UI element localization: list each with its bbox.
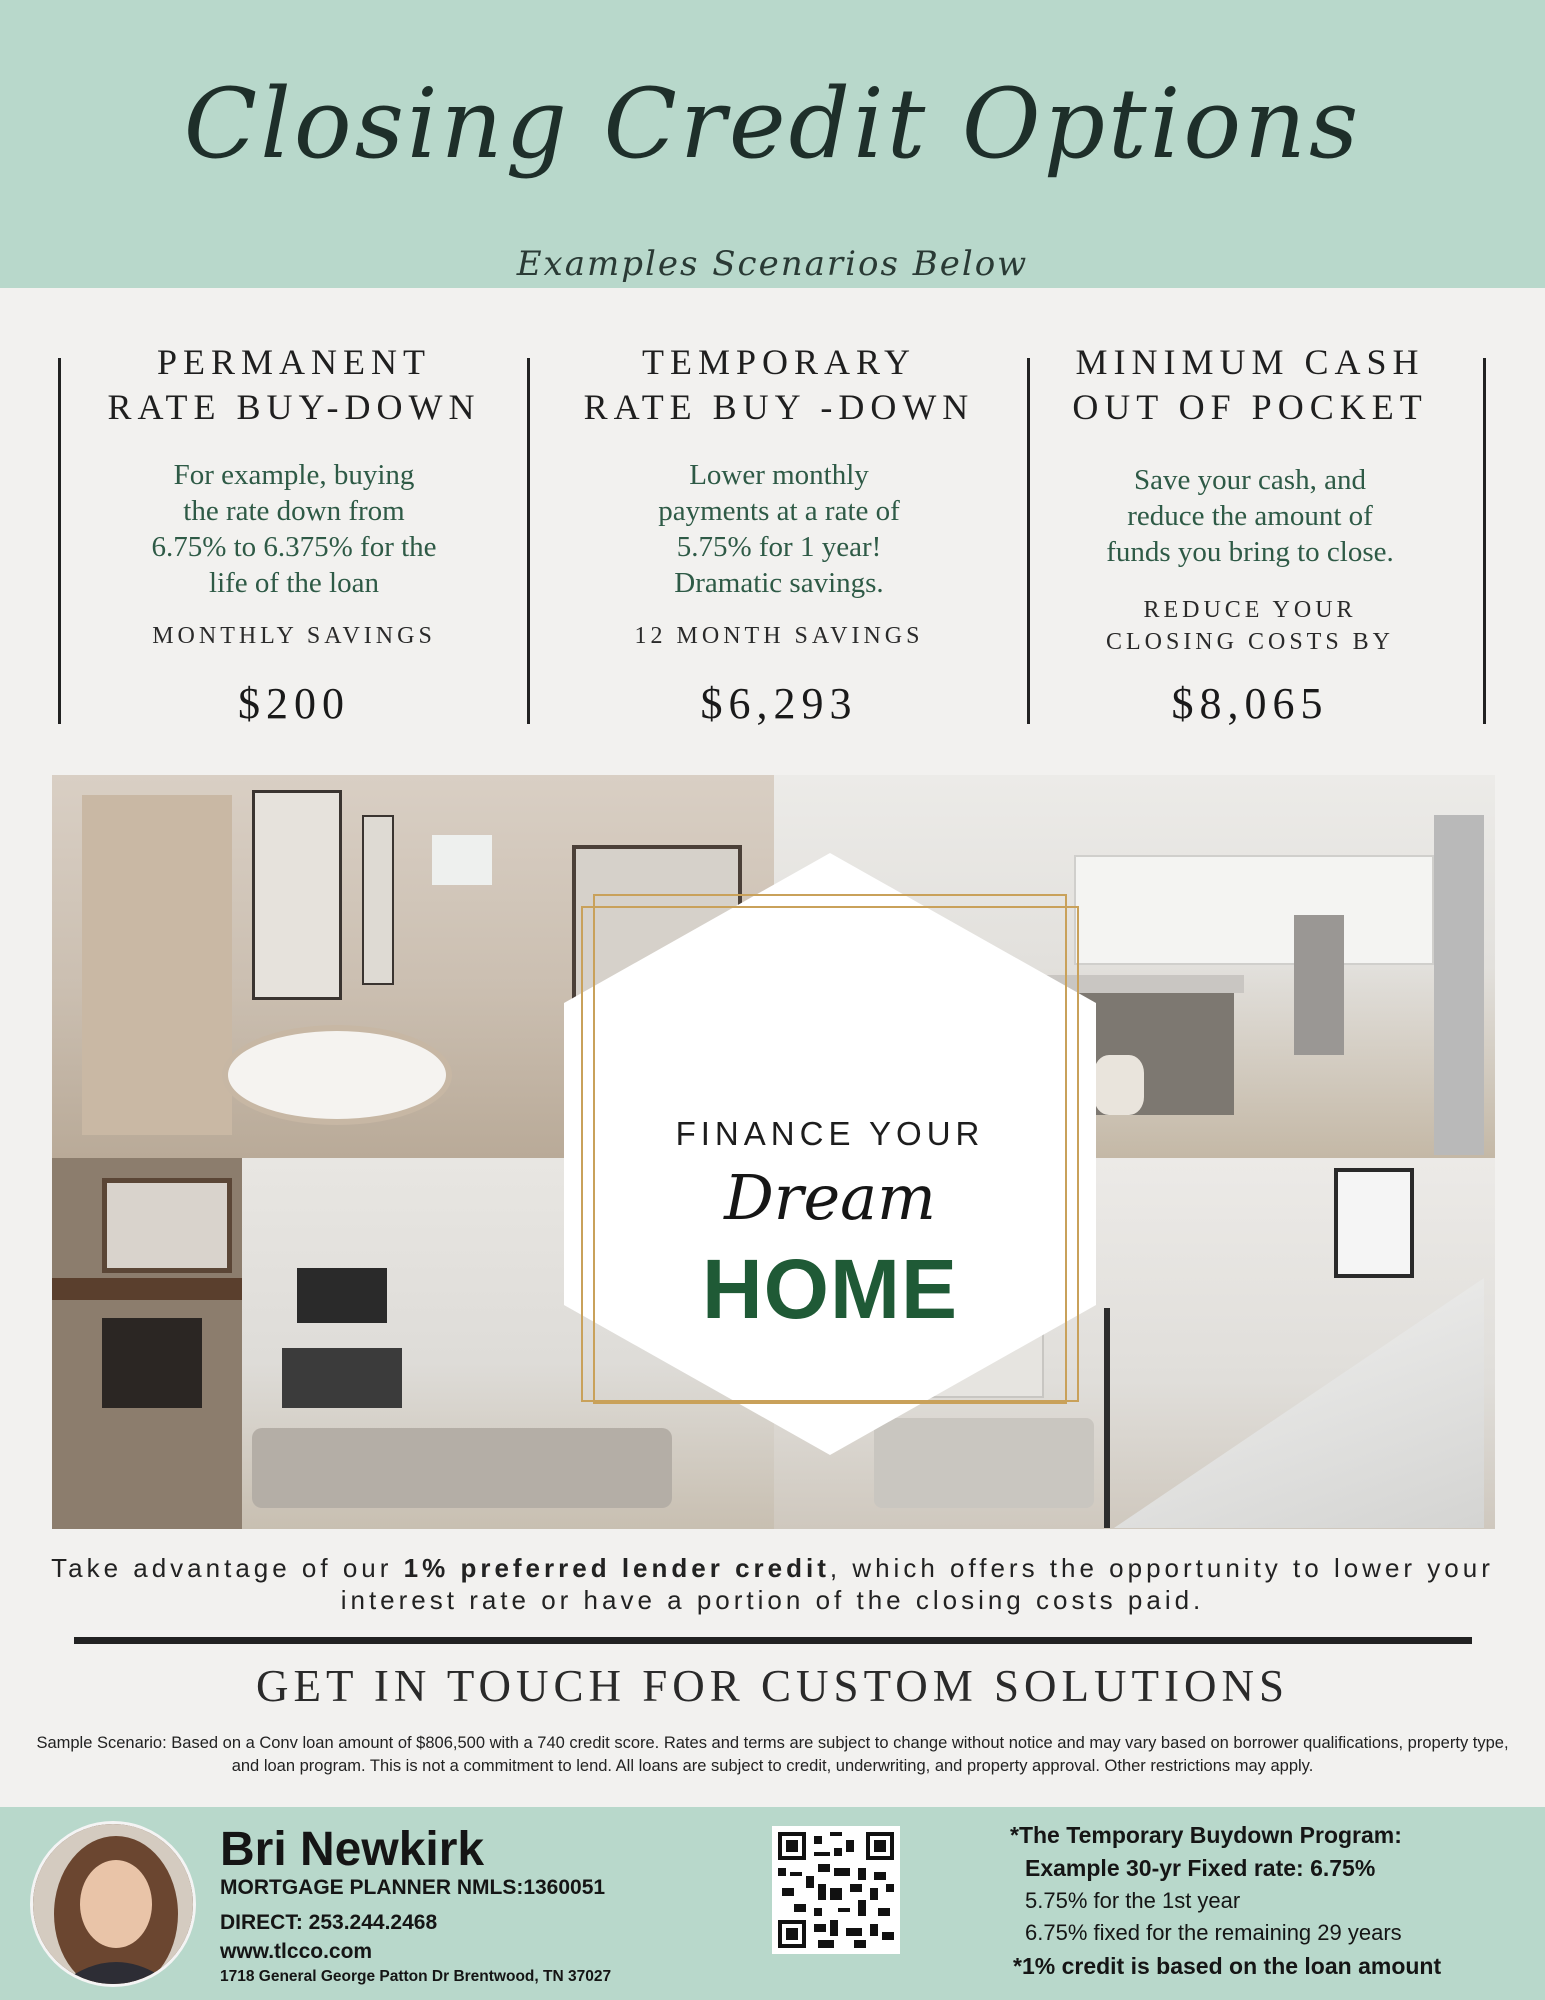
agent-website-link[interactable]: www.tlcco.com bbox=[220, 1940, 373, 1963]
temp-buydown-note: *1% credit is based on the loan amount bbox=[1013, 1953, 1442, 1979]
option-title: OUT OF POCKET bbox=[1072, 387, 1428, 427]
home-text: HOME bbox=[702, 1242, 958, 1336]
savings-amount: $200 bbox=[238, 679, 350, 728]
agent-name: Bri Newkirk bbox=[220, 1823, 485, 1876]
agent-phone[interactable]: DIRECT: 253.244.2468 bbox=[220, 1911, 438, 1934]
option-description: funds you bring to close. bbox=[1106, 536, 1394, 568]
option-permanent-buydown bbox=[74, 340, 514, 728]
dream-script-text: Dream bbox=[724, 1161, 936, 1234]
option-description: For example, buying bbox=[173, 459, 415, 491]
disclaimer-text: Sample Scenario: Based on a Conv loan amount of $806,500 with a 740 credit score. Rates and terms are subject to change without notice and may vary based on borrower qualifications, property type, and loan program. This is not a commitment to lend. All loans are subject to credit, underwriting, and property approval. Other restrictions may apply. bbox=[36, 1734, 1509, 1775]
option-title: RATE BUY-DOWN bbox=[107, 387, 481, 427]
option-description: Lower monthly bbox=[689, 459, 869, 491]
agent-avatar bbox=[30, 1821, 196, 1987]
page-subtitle: Examples Scenarios Below bbox=[516, 244, 1029, 284]
lender-credit-statement: Take advantage of our 1% preferred lender credit, which offers the opportunity to lower your interest rate or have a portion of the closing costs paid. bbox=[51, 1553, 1494, 1615]
agent-address: 1718 General George Patton Dr Brentwood, TN 37027 bbox=[220, 1968, 612, 1985]
option-title: TEMPORARY bbox=[641, 342, 917, 382]
option-title: RATE BUY -DOWN bbox=[583, 387, 975, 427]
agent-portrait-icon bbox=[33, 1824, 196, 1987]
option-description: payments at a rate of bbox=[658, 495, 900, 527]
hexagon-frame bbox=[564, 853, 1096, 1455]
savings-label: 12 MONTH SAVINGS bbox=[634, 623, 924, 649]
section-divider bbox=[74, 1637, 1472, 1644]
column-divider bbox=[527, 358, 530, 724]
temp-buydown-title: *The Temporary Buydown Program: bbox=[1010, 1822, 1402, 1848]
qr-code[interactable] bbox=[772, 1826, 900, 1954]
savings-label: MONTHLY SAVINGS bbox=[152, 623, 436, 649]
option-minimum-cash bbox=[1030, 340, 1470, 728]
option-temporary-buydown bbox=[559, 340, 999, 728]
option-title: PERMANENT bbox=[156, 342, 431, 382]
option-description: 6.75% to 6.375% for the bbox=[151, 531, 437, 563]
option-description: life of the loan bbox=[209, 567, 379, 599]
column-divider bbox=[1483, 358, 1486, 724]
finance-dream-home-badge bbox=[564, 853, 1096, 1455]
savings-amount: $6,293 bbox=[700, 679, 858, 728]
temp-buydown-example: Example 30-yr Fixed rate: 6.75% bbox=[1025, 1855, 1376, 1881]
finance-your-text: FINANCE YOUR bbox=[675, 1115, 985, 1152]
option-description: 5.75% for 1 year! bbox=[676, 531, 882, 563]
option-description: Dramatic savings. bbox=[674, 567, 884, 599]
temp-buydown-remaining: 6.75% fixed for the remaining 29 years bbox=[1025, 1920, 1402, 1945]
savings-amount: $8,065 bbox=[1171, 679, 1329, 728]
option-description: the rate down from bbox=[183, 495, 405, 527]
option-description: reduce the amount of bbox=[1127, 500, 1373, 532]
savings-label: CLOSING COSTS BY bbox=[1105, 629, 1395, 655]
option-title: MINIMUM CASH bbox=[1075, 342, 1425, 382]
qr-code-icon bbox=[778, 1832, 894, 1948]
lender-credit-highlight: 1% preferred lender credit bbox=[403, 1553, 830, 1583]
agent-title: MORTGAGE PLANNER NMLS:1360051 bbox=[220, 1876, 606, 1899]
savings-label: REDUCE YOUR bbox=[1143, 597, 1357, 623]
option-description: Save your cash, and bbox=[1134, 464, 1366, 496]
home-photo-collage bbox=[52, 775, 1495, 1529]
temp-buydown-year1: 5.75% for the 1st year bbox=[1025, 1888, 1241, 1913]
cta-heading: GET IN TOUCH FOR CUSTOM SOLUTIONS bbox=[255, 1661, 1290, 1711]
page-title: Closing Credit Options bbox=[183, 68, 1362, 180]
column-divider bbox=[58, 358, 61, 724]
